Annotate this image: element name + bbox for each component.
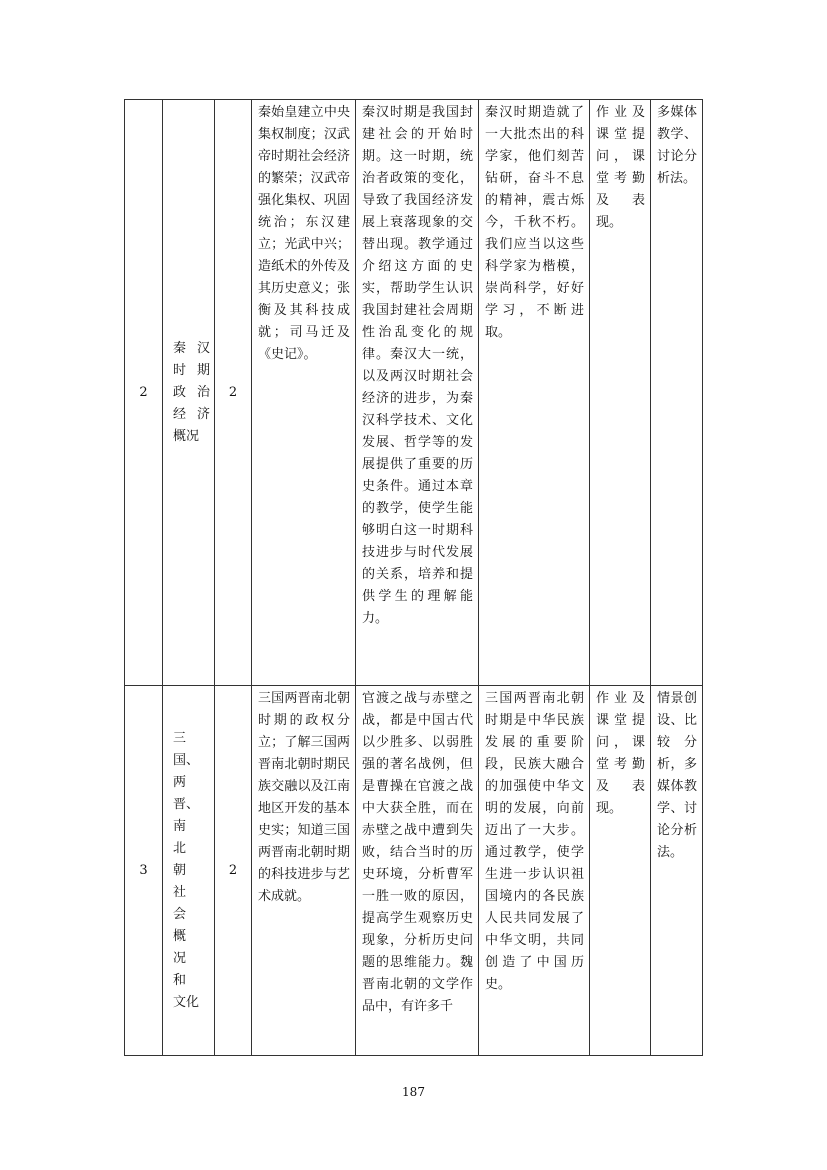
assessment-method: 作业及课堂提问，课堂考勤及表现。 xyxy=(590,686,651,1056)
table-row xyxy=(125,686,703,1056)
ideological-element: 三国两晋南北朝时期是中华民族发展的重要阶段，民族大融合的加强使中华文明的发展，向前迈出了一大步。通过教学，使学生进一步认识祖国境内的各民族人民共同发展了中华文明，共同创造了中国历史。 xyxy=(479,686,590,1056)
assessment-method: 作业及课堂提问，课堂考勤及表现。 xyxy=(590,100,651,686)
chapter-title-line: 况 和 xyxy=(173,950,200,988)
chapter-title-line: 三国、 xyxy=(173,730,200,768)
chapter-title-line: 朝 社 xyxy=(173,862,200,900)
class-hours: 2 xyxy=(215,686,252,1056)
chapter-title-line: 南 北 xyxy=(173,818,200,856)
teaching-goal: 秦汉时期是我国封建社会的开始时期。这一时期，统治者政策的变化，导致了我国经济发展上衰落现象的交替出现。教学通过介绍这方面的史实，帮助学生认识我国封建社会周期性治乱变化的规律。秦汉大一统，以及两汉时期社会经济的进步，为秦汉科学技术、文化发展、哲学等的发展提供了重要的历史条件。通过本章的教学，使学生能够明白这一时期科技进步与时代发展的关系，培养和提供学生的理解能力。 xyxy=(356,100,479,686)
class-hours: 2 xyxy=(215,100,252,686)
chapter-title xyxy=(163,686,215,1056)
teaching-goal: 官渡之战与赤壁之战，都是中国古代以少胜多、以弱胜强的著名战例，但是曹操在官渡之战中大获全胜，而在赤壁之战中遭到失败，结合当时的历史环境，分析曹军一胜一败的原因，提高学生观察历史现象，分析历史问题的思维能力。魏晋南北朝的文学作品中，有许多千 xyxy=(356,686,479,1056)
row-number: 3 xyxy=(125,686,163,1056)
row-number: 2 xyxy=(125,100,163,686)
chapter-title-line: 两晋、 xyxy=(173,774,200,812)
page-number: 187 xyxy=(402,1085,425,1099)
chapter-title: 秦汉时期政治经济概况 xyxy=(163,100,215,686)
teaching-method: 情景创设、比较分析，多媒体教学、讨论分析法。 xyxy=(651,686,703,1056)
teaching-content: 三国两晋南北朝时期的政权分立；了解三国两晋南北朝时期民族交融以及江南地区开发的基本史实；知道三国两晋南北朝时期的科技进步与艺术成就。 xyxy=(252,686,356,1056)
ideological-element: 秦汉时期造就了一大批杰出的科学家，他们刻苦钻研，奋斗不息的精神，震古烁今，千秋不朽。我们应当以这些科学家为楷模，崇尚科学，好好学习，不断进取。 xyxy=(479,100,590,686)
teaching-method: 多媒体教学、讨论分析法。 xyxy=(651,100,703,686)
teaching-content: 秦始皇建立中央集权制度；汉武帝时期社会经济的繁荣；汉武帝强化集权、巩固统治；东汉建立；光武中兴；造纸术的外传及其历史意义；张衡及其科技成就；司马迁及《史记》。 xyxy=(252,100,356,686)
chapter-title-line: 会 概 xyxy=(173,906,200,944)
table-row xyxy=(125,100,703,686)
course-plan-table xyxy=(124,99,703,1056)
chapter-title-line: 文化 xyxy=(173,994,200,1010)
